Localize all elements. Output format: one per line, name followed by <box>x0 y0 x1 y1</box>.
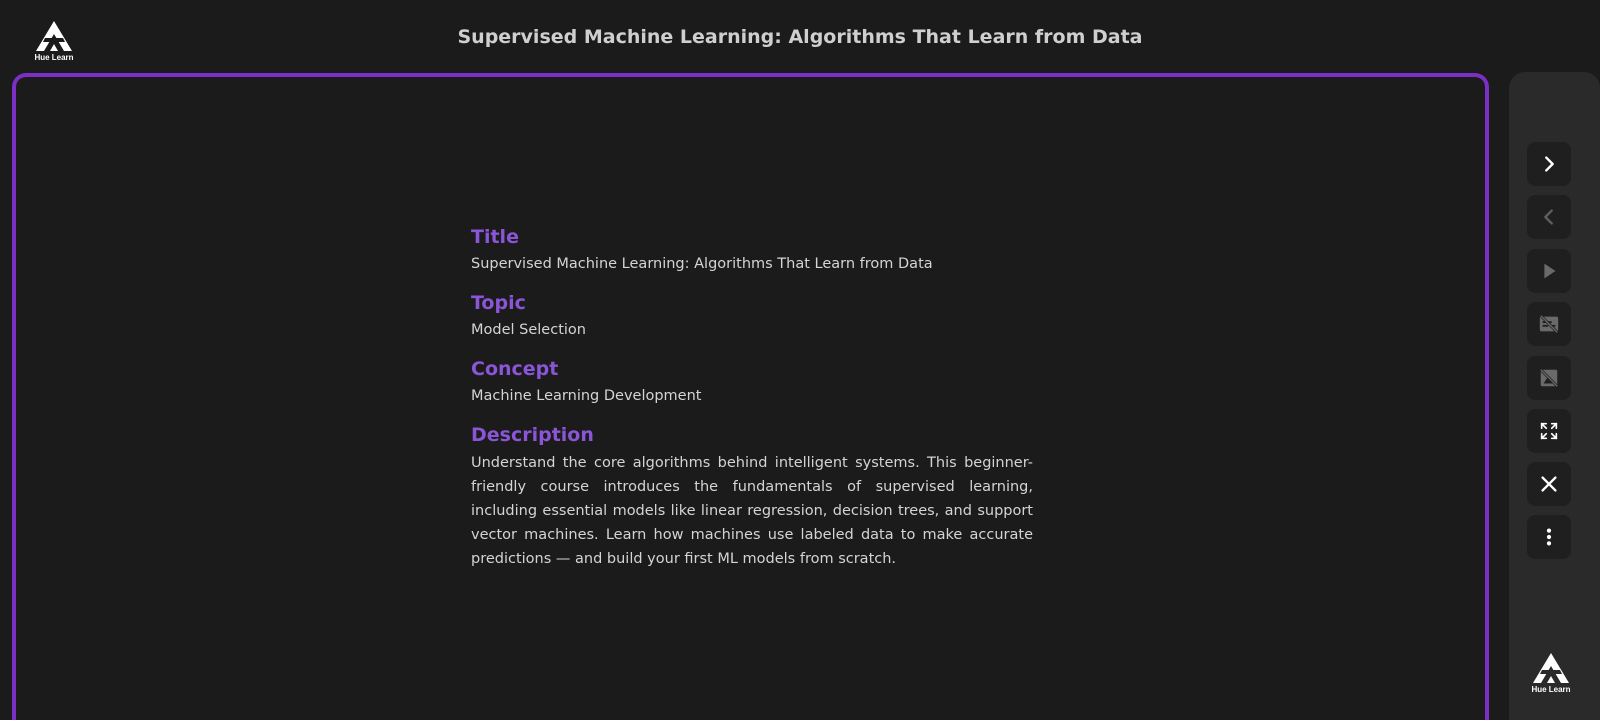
play-button[interactable] <box>1527 249 1571 293</box>
fullscreen-button[interactable] <box>1527 409 1571 453</box>
control-panel <box>1509 72 1600 720</box>
description-value: Understand the core algorithms behind intelligent systems. This beginner-friendly course introduces the fundamentals of supervised learning, including essential models like linear regression, decision trees, and support vector machines. Learn how machines use labeled data to make accurate predictions — and build your first ML models from scratch. <box>471 455 1033 567</box>
logo-text: Hue Learn <box>1531 685 1571 694</box>
next-button[interactable] <box>1527 142 1571 186</box>
more-vertical-icon <box>1538 526 1560 548</box>
title-heading: Title <box>471 226 519 248</box>
course-details <box>471 225 1033 571</box>
title-value: Supervised Machine Learning: Algorithms That Learn from Data <box>471 256 933 272</box>
description-heading: Description <box>471 424 594 446</box>
top-bar <box>0 0 1600 72</box>
close-button[interactable] <box>1527 462 1571 506</box>
topic-value: Model Selection <box>471 322 586 338</box>
content-stage <box>12 73 1489 720</box>
image-off-icon <box>1538 367 1560 389</box>
logo-mark-icon <box>1531 652 1571 684</box>
subtitles-off-icon <box>1538 313 1560 335</box>
previous-button[interactable] <box>1527 195 1571 239</box>
side-hue-learn-logo <box>1525 652 1577 700</box>
logo-text: Hue Learn <box>34 53 74 62</box>
chevron-right-icon <box>1538 153 1560 175</box>
page-title: Supervised Machine Learning: Algorithms That Learn from Data <box>457 26 1143 48</box>
play-icon <box>1538 260 1560 282</box>
subtitles-toggle-button[interactable] <box>1527 302 1571 346</box>
chevron-left-icon <box>1538 206 1560 228</box>
topic-heading: Topic <box>471 292 526 314</box>
image-toggle-button[interactable] <box>1527 356 1571 400</box>
concept-heading: Concept <box>471 358 559 380</box>
close-icon <box>1538 473 1560 495</box>
more-options-button[interactable] <box>1527 515 1571 559</box>
concept-value: Machine Learning Development <box>471 388 702 404</box>
fullscreen-icon <box>1538 420 1560 442</box>
